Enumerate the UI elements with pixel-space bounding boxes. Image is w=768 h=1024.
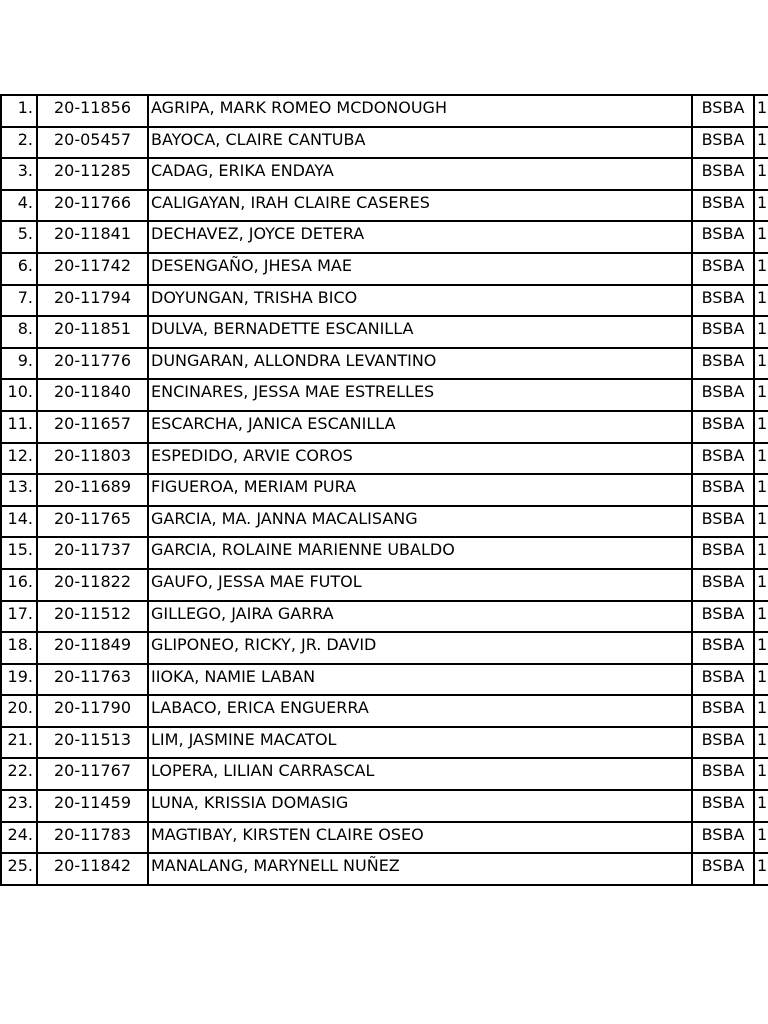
course-code: BSBA	[692, 569, 754, 601]
table-row	[1, 632, 768, 664]
course-code: BSBA	[692, 790, 754, 822]
student-id: 20-11459	[37, 790, 148, 822]
year-level: 1	[754, 727, 768, 759]
year-level: 1	[754, 95, 768, 127]
student-name: MANALANG, MARYNELL NUÑEZ	[148, 853, 692, 885]
course-code: BSBA	[692, 443, 754, 475]
table-row	[1, 727, 768, 759]
row-number: 5.	[1, 221, 37, 253]
course-code: BSBA	[692, 601, 754, 633]
year-level: 1	[754, 537, 768, 569]
student-id: 20-11803	[37, 443, 148, 475]
course-code: BSBA	[692, 537, 754, 569]
course-code: BSBA	[692, 695, 754, 727]
student-name: GILLEGO, JAIRA GARRA	[148, 601, 692, 633]
course-code: BSBA	[692, 221, 754, 253]
course-code: BSBA	[692, 822, 754, 854]
row-number: 2.	[1, 127, 37, 159]
year-level: 1	[754, 758, 768, 790]
student-name: ESCARCHA, JANICA ESCANILLA	[148, 411, 692, 443]
student-name: CALIGAYAN, IRAH CLAIRE CASERES	[148, 190, 692, 222]
table-row	[1, 190, 768, 222]
table-row	[1, 348, 768, 380]
student-id: 20-11790	[37, 695, 148, 727]
row-number: 8.	[1, 316, 37, 348]
course-code: BSBA	[692, 664, 754, 696]
row-number: 22.	[1, 758, 37, 790]
row-number: 4.	[1, 190, 37, 222]
year-level: 1	[754, 695, 768, 727]
student-name: DESENGAÑO, JHESA MAE	[148, 253, 692, 285]
year-level: 1	[754, 221, 768, 253]
student-id: 20-11512	[37, 601, 148, 633]
row-number: 9.	[1, 348, 37, 380]
course-code: BSBA	[692, 348, 754, 380]
table-row	[1, 379, 768, 411]
table-row	[1, 537, 768, 569]
course-code: BSBA	[692, 95, 754, 127]
student-name: LIM, JASMINE MACATOL	[148, 727, 692, 759]
row-number: 19.	[1, 664, 37, 696]
table-row	[1, 316, 768, 348]
year-level: 1	[754, 474, 768, 506]
roster-body	[1, 95, 768, 885]
student-id: 20-11856	[37, 95, 148, 127]
row-number: 3.	[1, 158, 37, 190]
row-number: 21.	[1, 727, 37, 759]
student-name: ENCINARES, JESSA MAE ESTRELLES	[148, 379, 692, 411]
student-id: 20-11657	[37, 411, 148, 443]
table-row	[1, 411, 768, 443]
student-id: 20-11822	[37, 569, 148, 601]
student-name: GAUFO, JESSA MAE FUTOL	[148, 569, 692, 601]
year-level: 1	[754, 506, 768, 538]
row-number: 23.	[1, 790, 37, 822]
table-row	[1, 443, 768, 475]
student-name: GARCIA, MA. JANNA MACALISANG	[148, 506, 692, 538]
student-id: 20-11851	[37, 316, 148, 348]
table-row	[1, 853, 768, 885]
year-level: 1	[754, 853, 768, 885]
student-id: 20-11742	[37, 253, 148, 285]
table-row	[1, 158, 768, 190]
student-id: 20-11783	[37, 822, 148, 854]
student-id: 20-11737	[37, 537, 148, 569]
year-level: 1	[754, 316, 768, 348]
year-level: 1	[754, 158, 768, 190]
student-name: LUNA, KRISSIA DOMASIG	[148, 790, 692, 822]
table-row	[1, 253, 768, 285]
row-number: 13.	[1, 474, 37, 506]
table-row	[1, 664, 768, 696]
table-row	[1, 506, 768, 538]
course-code: BSBA	[692, 727, 754, 759]
row-number: 12.	[1, 443, 37, 475]
table-row	[1, 758, 768, 790]
row-number: 1.	[1, 95, 37, 127]
course-code: BSBA	[692, 158, 754, 190]
year-level: 1	[754, 632, 768, 664]
student-name: DULVA, BERNADETTE ESCANILLA	[148, 316, 692, 348]
course-code: BSBA	[692, 285, 754, 317]
row-number: 18.	[1, 632, 37, 664]
course-code: BSBA	[692, 190, 754, 222]
row-number: 24.	[1, 822, 37, 854]
course-code: BSBA	[692, 253, 754, 285]
student-id: 20-11513	[37, 727, 148, 759]
student-id: 20-11841	[37, 221, 148, 253]
year-level: 1	[754, 601, 768, 633]
year-level: 1	[754, 285, 768, 317]
student-id: 20-11765	[37, 506, 148, 538]
year-level: 1	[754, 190, 768, 222]
student-roster-table	[0, 94, 768, 886]
year-level: 1	[754, 790, 768, 822]
table-row	[1, 221, 768, 253]
student-id: 20-11689	[37, 474, 148, 506]
student-name: LABACO, ERICA ENGUERRA	[148, 695, 692, 727]
student-id: 20-11767	[37, 758, 148, 790]
student-id: 20-11794	[37, 285, 148, 317]
course-code: BSBA	[692, 379, 754, 411]
student-name: LOPERA, LILIAN CARRASCAL	[148, 758, 692, 790]
student-id: 20-11840	[37, 379, 148, 411]
row-number: 15.	[1, 537, 37, 569]
course-code: BSBA	[692, 411, 754, 443]
table-row	[1, 790, 768, 822]
course-code: BSBA	[692, 632, 754, 664]
student-id: 20-11776	[37, 348, 148, 380]
table-row	[1, 569, 768, 601]
student-id: 20-11285	[37, 158, 148, 190]
row-number: 16.	[1, 569, 37, 601]
year-level: 1	[754, 443, 768, 475]
table-row	[1, 285, 768, 317]
row-number: 20.	[1, 695, 37, 727]
course-code: BSBA	[692, 474, 754, 506]
student-name: AGRIPA, MARK ROMEO MCDONOUGH	[148, 95, 692, 127]
student-name: GARCIA, ROLAINE MARIENNE UBALDO	[148, 537, 692, 569]
student-name: IIOKA, NAMIE LABAN	[148, 664, 692, 696]
table-row	[1, 474, 768, 506]
course-code: BSBA	[692, 127, 754, 159]
course-code: BSBA	[692, 853, 754, 885]
student-id: 20-11842	[37, 853, 148, 885]
student-name: ESPEDIDO, ARVIE COROS	[148, 443, 692, 475]
row-number: 17.	[1, 601, 37, 633]
student-id: 20-11766	[37, 190, 148, 222]
student-name: MAGTIBAY, KIRSTEN CLAIRE OSEO	[148, 822, 692, 854]
student-id: 20-05457	[37, 127, 148, 159]
year-level: 1	[754, 822, 768, 854]
student-name: GLIPONEO, RICKY, JR. DAVID	[148, 632, 692, 664]
table-row	[1, 822, 768, 854]
table-row	[1, 601, 768, 633]
row-number: 25.	[1, 853, 37, 885]
course-code: BSBA	[692, 316, 754, 348]
year-level: 1	[754, 664, 768, 696]
student-id: 20-11763	[37, 664, 148, 696]
student-name: BAYOCA, CLAIRE CANTUBA	[148, 127, 692, 159]
table-row	[1, 695, 768, 727]
student-name: CADAG, ERIKA ENDAYA	[148, 158, 692, 190]
course-code: BSBA	[692, 506, 754, 538]
student-id: 20-11849	[37, 632, 148, 664]
student-name: DUNGARAN, ALLONDRA LEVANTINO	[148, 348, 692, 380]
table-row	[1, 95, 768, 127]
row-number: 7.	[1, 285, 37, 317]
row-number: 10.	[1, 379, 37, 411]
year-level: 1	[754, 348, 768, 380]
year-level: 1	[754, 569, 768, 601]
row-number: 14.	[1, 506, 37, 538]
year-level: 1	[754, 127, 768, 159]
row-number: 6.	[1, 253, 37, 285]
year-level: 1	[754, 379, 768, 411]
table-row	[1, 127, 768, 159]
year-level: 1	[754, 253, 768, 285]
row-number: 11.	[1, 411, 37, 443]
student-name: DECHAVEZ, JOYCE DETERA	[148, 221, 692, 253]
year-level: 1	[754, 411, 768, 443]
student-name: FIGUEROA, MERIAM PURA	[148, 474, 692, 506]
student-name: DOYUNGAN, TRISHA BICO	[148, 285, 692, 317]
course-code: BSBA	[692, 758, 754, 790]
